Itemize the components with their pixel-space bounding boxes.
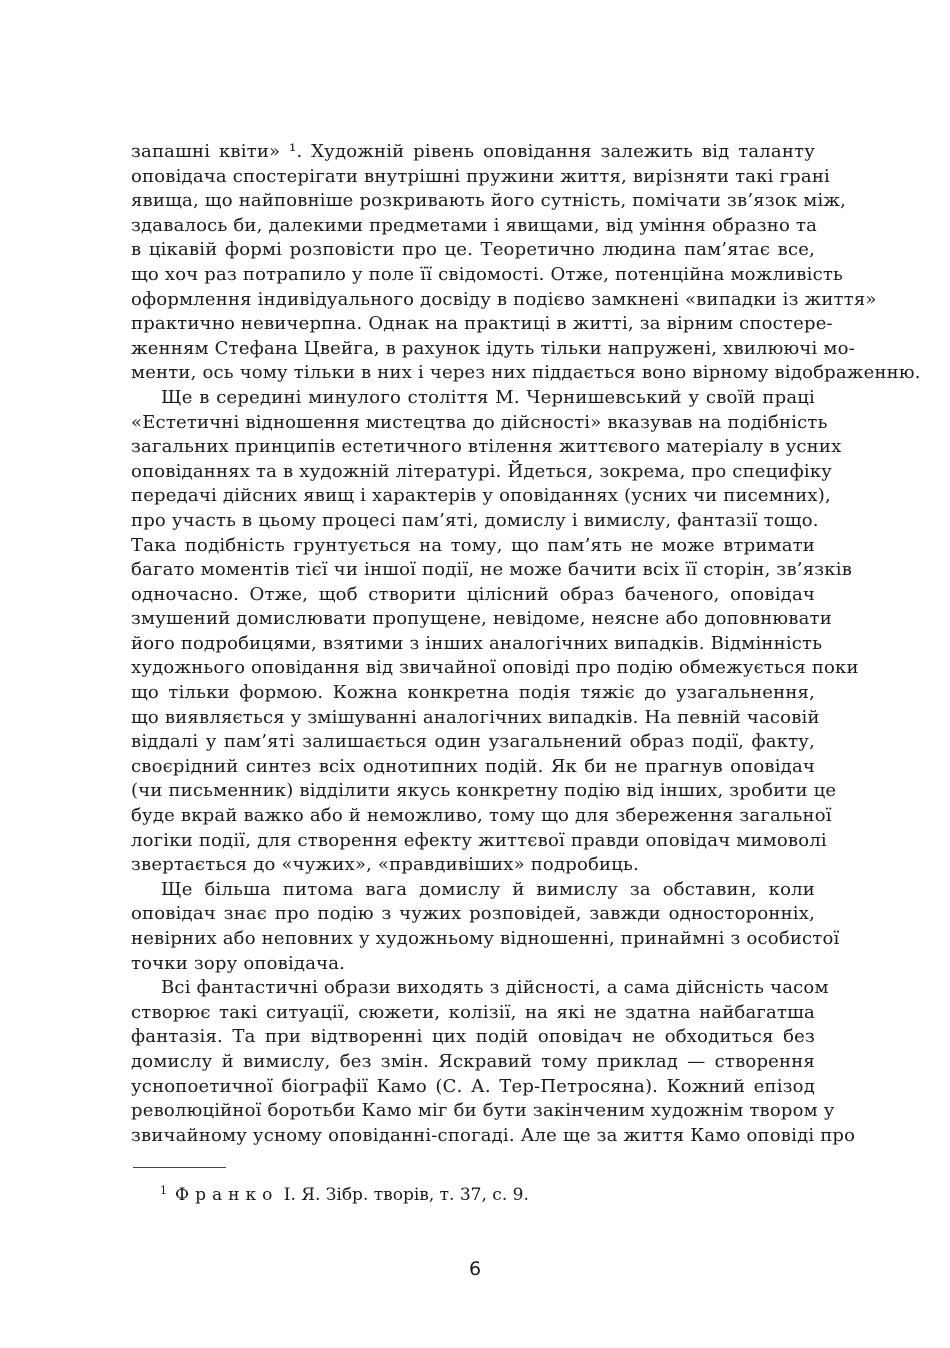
text-line: менти, ось чому тільки в них і через них піддається воно вірному відображенню. <box>131 362 921 384</box>
text-line: точки зору оповідача. <box>131 952 346 974</box>
text-line: Ще в середині минулого століття М. Чернишевський у своїй праці <box>161 386 815 408</box>
text-line: явища, що найповніше розкривають його сутність, помічати зв’язок між, <box>131 190 847 212</box>
text-line: створює такі ситуації, сюжети, колізії, на які не здатна найбагатша <box>131 1001 815 1023</box>
text-line: загальних принципів естетичного втілення життєвого матеріалу в усних <box>131 436 842 458</box>
text-line: художнього оповідання від звичайної оповіді про подію обмежується поки <box>131 657 859 679</box>
text-line: змушений домислювати пропущене, невідоме, неясне або доповнювати <box>131 608 832 630</box>
text-line: його подробицями, взятими з інших аналогічних випадків. Відмінність <box>131 632 823 654</box>
text-line: віддалі у пам’яті залишається один узагальнений образ події, факту, <box>131 731 815 753</box>
text-line: домислу й вимислу, без змін. Яскравий тому приклад — створення <box>131 1050 815 1072</box>
text-line: звертається до «чужих», «правдивіших» подробиць. <box>131 854 639 876</box>
text-line: революційної боротьби Камо міг би бути закінченим художнім твором у <box>131 1100 835 1122</box>
footnote-citation: І. Я. Зібр. творів, т. 37, с. 9. <box>278 1185 529 1205</box>
text-line: фантазія. Та при відтворенні цих подій оповідач не обходиться без <box>131 1026 815 1048</box>
text-line: багато моментів тієї чи іншої події, не може бачити всіх її сторін, зв’язків <box>131 559 853 581</box>
text-line: про участь в цьому процесі пам’яті, домислу і вимислу, фантазії тощо. <box>131 509 819 531</box>
text-line: (чи письменник) відділити якусь конкретну подію від інших, зробити це <box>131 780 837 802</box>
text-line: Всі фантастичні образи виходять з дійсності, а сама дійсність часом <box>161 977 829 999</box>
text-line: оповіданнях та в художній літературі. Йдеться, зокрема, про специфіку <box>131 460 833 482</box>
text-line: передачі дійсних явищ і характерів у оповіданнях (усних чи писемних), <box>131 485 831 507</box>
text-line: що тільки формою. Кожна конкретна подія тяжіє до узагальнення, <box>131 682 815 704</box>
text-line: здавалось би, далекими предметами і явищами, від уміння образно та <box>131 214 818 236</box>
text-line: буде вкрай важко або й неможливо, тому що для збереження загальної <box>131 805 832 827</box>
footnote <box>160 1180 529 1206</box>
text-line: женням Стефана Цвейга, в рахунок ідуть тільки напружені, хвилюючі мо- <box>131 337 855 359</box>
text-line: своєрідний синтез всіх однотипних подій. Як би не прагнув оповідач <box>131 755 815 777</box>
text-line: Ще більша питома вага домислу й вимислу за обставин, коли <box>161 878 815 900</box>
text-line: запашні квіти» ¹. Художній рівень оповідання залежить від таланту <box>131 141 815 162</box>
text-line: Така подібність грунтується на тому, що пам’ять не може втримати <box>131 534 815 556</box>
text-line: оформлення індивідуального досвіду в подієво замкнені «випадки із життя» <box>131 288 877 310</box>
page-number: 6 <box>468 1258 482 1280</box>
body-text <box>131 140 921 1148</box>
text-line: уснопоетичної біографії Камо (С. А. Тер-Петросяна). Кожний епізод <box>131 1075 815 1097</box>
text-line: оповідача спостерігати внутрішні пружини життя, вирізняти такі грані <box>131 165 830 187</box>
text-line: практично невичерпна. Однак на практиці в житті, за вірним спостере- <box>131 313 833 335</box>
text-line: в цікавій формі розповісти про це. Теоретично людина пам’ятає все, <box>131 239 815 261</box>
text-line: невірних або неповних у художньому відношенні, принаймні з особистої <box>131 928 840 949</box>
text-line: що хоч раз потрапило у поле її свідомості. Отже, потенційна можливість <box>131 263 844 285</box>
text-line: одночасно. Отже, щоб створити цілісний образ баченого, оповідач <box>131 583 815 605</box>
text-line: що виявляється у змішуванні аналогічних випадків. На певній часовій <box>131 706 820 728</box>
text-line: оповідач знає про подію з чужих розповідей, завжди односторонніх, <box>131 903 815 925</box>
footnote-mark: 1 <box>160 1184 167 1197</box>
text-line: логіки події, для створення ефекту життєвої правди оповідач мимоволі <box>131 829 827 851</box>
footnote-author: Франко <box>175 1185 279 1205</box>
text-line: «Естетичні відношення мистецтва до дійсності» вказував на подібність <box>131 411 828 433</box>
footnote-separator <box>133 1167 226 1168</box>
text-line: звичайному усному оповіданні-спогаді. Але ще за життя Камо оповіді про <box>131 1124 856 1146</box>
